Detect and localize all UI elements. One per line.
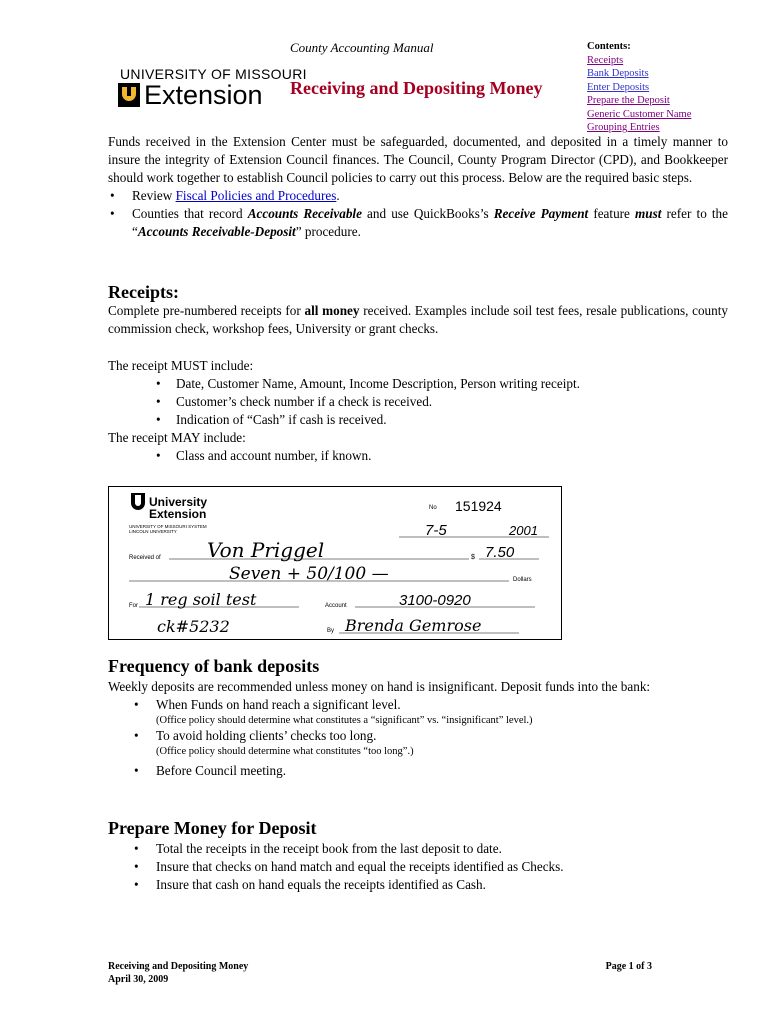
receipts-heading: Receipts: [108, 282, 179, 302]
contents-link-grouping-entries[interactable]: Grouping Entries [587, 122, 660, 133]
bullet-text: and use QuickBooks’s [361, 206, 494, 221]
receipt-received-label: Received of [129, 555, 161, 561]
receive-payment-term: Receive Payment [493, 206, 589, 221]
bullet-text: refer to the “ [132, 206, 729, 239]
receipt-no-label: No [429, 505, 437, 511]
page-footer [108, 960, 652, 986]
bullet-text: Review [132, 188, 176, 203]
accounts-receivable-term: Accounts Receivable [247, 206, 362, 221]
frequency-section [108, 678, 728, 780]
frequency-item: • To avoid holding clients’ checks too long. [132, 727, 728, 745]
must-item: • Date, Customer Name, Amount, Income Description, Person writing receipt. [108, 375, 728, 393]
contents-link-prepare-deposit[interactable]: Prepare the Deposit [587, 95, 670, 106]
receipt-date: 7-5 [425, 522, 447, 539]
bullet-text: . [336, 188, 340, 203]
receipts-paragraph [108, 302, 728, 338]
receipt-year: 2001 [509, 523, 538, 538]
receipt-amount-symbol: $ [471, 554, 475, 561]
receipt-dollars-label: Dollars [513, 577, 532, 583]
frequency-item: • When Funds on hand reach a significant level. [132, 696, 728, 714]
contents-link-enter-deposits[interactable]: Enter Deposits [587, 81, 650, 93]
frequency-note: (Office policy should determine what constitutes “too long”.) [156, 746, 414, 757]
fiscal-policies-link[interactable]: Fiscal Policies and Procedures [175, 188, 337, 203]
receipt-customer-name: Von Priggel [207, 538, 325, 562]
must-item: • Customer’s check number if a check is received. [108, 393, 728, 411]
receipt-sub1: UNIVERSITY OF MISSOURI SYSTEM [129, 524, 207, 529]
logo-extension-text: Extension [144, 80, 263, 110]
intro-bullet-accounts-receivable [108, 205, 728, 241]
may-item: • Class and account number, if known. [108, 447, 728, 465]
receipts-text: Complete pre-numbered receipts for [108, 303, 305, 318]
receipt-account-value: 3100-0920 [399, 592, 471, 609]
tiger-logo-icon [118, 83, 140, 107]
footer-title: Receiving and Depositing Money [108, 961, 249, 972]
receipt-for-value: 1 reg soil test [145, 590, 257, 609]
intro-bullet-review [108, 187, 728, 205]
prepare-item: • Insure that checks on hand match and equal the receipts identified as Checks. [132, 858, 728, 876]
intro-section [108, 133, 728, 241]
page-title: Receiving and Depositing Money [290, 78, 543, 98]
receipt-signature: Brenda Gemrose [345, 616, 482, 635]
ar-deposit-term: Accounts Receivable-Deposit [137, 224, 296, 239]
receipt-account-label: Account [325, 603, 347, 609]
receipt-for-label: For [129, 603, 138, 609]
all-money-term: all money [304, 303, 360, 318]
receipt-org-line1: University [149, 495, 208, 509]
receipt-written-amount: Seven + 50/100 — [229, 564, 389, 584]
footer-page-number: Page 1 of 3 [605, 961, 652, 972]
logo [118, 82, 263, 108]
contents-link-generic-customer[interactable]: Generic Customer Name [587, 108, 692, 120]
must-item: • Indication of “Cash” if cash is received. [108, 411, 728, 429]
must-term: must [635, 206, 662, 221]
prepare-item: • Total the receipts in the receipt book from the last deposit to date. [132, 840, 728, 858]
manual-title: County Accounting Manual [290, 40, 434, 55]
sample-receipt-drawing [109, 487, 561, 639]
receipt-number: 151924 [455, 498, 502, 514]
frequency-paragraph: Weekly deposits are recommended unless money on hand is insignificant. Deposit funds into the bank: [108, 679, 651, 694]
frequency-note: (Office policy should determine what constitutes a “significant” vs. “insignificant” level.) [156, 715, 533, 726]
receipts-text: received. Examples include soil test fees, resale publications, county commission check, workshop fees, University or grant checks. [108, 303, 728, 336]
must-include-label: The receipt MUST include: [108, 358, 254, 373]
prepare-item: • Insure that cash on hand equals the receipts identified as Cash. [132, 876, 728, 894]
contents-box [587, 40, 691, 135]
intro-paragraph: Funds received in the Extension Center must be safeguarded, documented, and deposited in a timely manner to insure the integrity of Extension Council finances. The Council, County Program Director (CPD), and Bookkeeper should work together to establish Council policies to carry out this process. Below are the required basic steps. [108, 134, 728, 185]
bullet-text: ” procedure. [295, 224, 361, 239]
contents-heading: Contents: [587, 41, 631, 52]
logo-university-text: UNIVERSITY OF MISSOURI [120, 66, 307, 82]
receipt-sub2: LINCOLN UNIVERSITY [129, 529, 177, 534]
prepare-heading: Prepare Money for Deposit [108, 818, 317, 838]
contents-link-bank-deposits[interactable]: Bank Deposits [587, 68, 649, 79]
frequency-item: • Before Council meeting. [132, 762, 728, 780]
sample-receipt-image [108, 486, 562, 640]
receipt-by-label: By [327, 628, 335, 634]
frequency-heading: Frequency of bank deposits [108, 656, 320, 676]
receipt-requirements [108, 357, 728, 465]
receipt-check-ref: ck#5232 [157, 617, 230, 636]
receipt-org-line2: Extension [149, 507, 207, 521]
bullet-text: Counties that record [132, 206, 248, 221]
prepare-section [108, 840, 728, 894]
may-include-label: The receipt MAY include: [108, 430, 246, 445]
receipt-amount: 7.50 [485, 544, 515, 561]
contents-link-receipts[interactable]: Receipts [587, 54, 624, 66]
footer-date: April 30, 2009 [108, 974, 169, 985]
bullet-text: feature [588, 206, 636, 221]
